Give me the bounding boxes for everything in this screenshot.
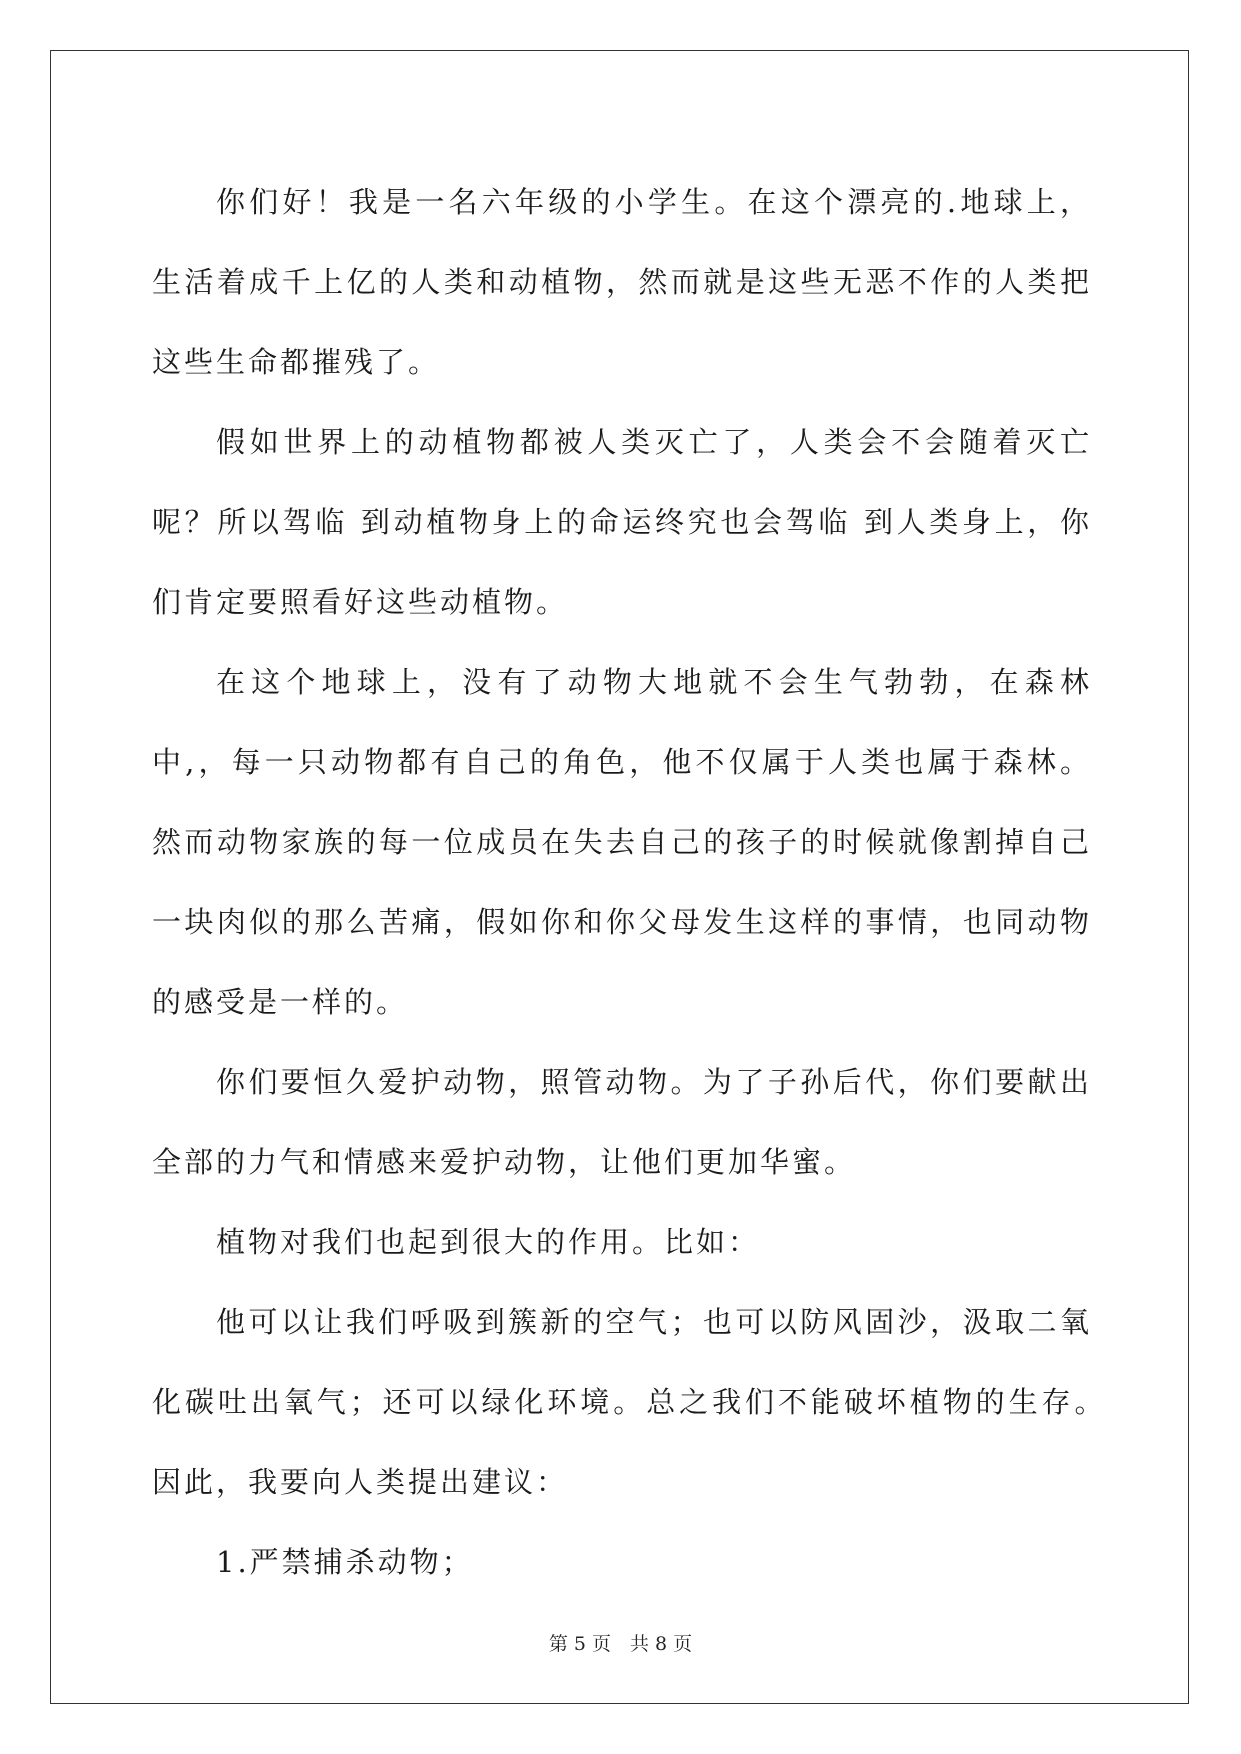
paragraph-plants-benefits: 他可以让我们呼吸到簇新的空气；也可以防风固沙，汲取二氧化碳吐出氧气；还可以绿化环境。总之我们不能破坏植物的生存。 因此，我要向人类提出建议： <box>152 1305 1125 1499</box>
paragraph-plants-intro: 植物对我们也起到很大的作用。比如： <box>216 1225 761 1259</box>
paragraph-suggestion-1: 1.严禁捕杀动物； <box>216 1545 474 1579</box>
paragraph-protect-animals: 你们要恒久爱护动物，照管动物。为了子孙后代，你们要献出全部的力气和情感来爱护动物，让他们更加华蜜。 <box>152 1065 1092 1179</box>
paragraph-extinction: 假如世界上的动植物都被人类灭亡了，人类会不会随着灭亡呢？所以驾临 到动植物身上的命运终究也会驾临 到人类身上，你们肯定要照看好这些动植物。 <box>152 425 1092 619</box>
paragraph-greeting: 你们好！我是一名六年级的小学生。在这个漂亮的.地球上，生活着成千上亿的人类和动植物，然而就是这些无恶不作的人类把这些生命都摧残了。 <box>152 185 1092 379</box>
document-body <box>152 162 1125 1602</box>
paragraph-animals-forest: 在这个地球上，没有了动物大地就不会生气勃勃，在森林中,，每一只动物都有自己的角色，他不仅属于人类也属于森林。然而动物家族的每一位成员在失去自己的孩子的时候就像割掉自己一块肉似的那么苦痛，假如你和你父母发生这样的事情，也同动物的感受是一样的。 <box>152 665 1092 1019</box>
page-number-footer: 第 5 页 共 8 页 <box>548 1633 693 1655</box>
